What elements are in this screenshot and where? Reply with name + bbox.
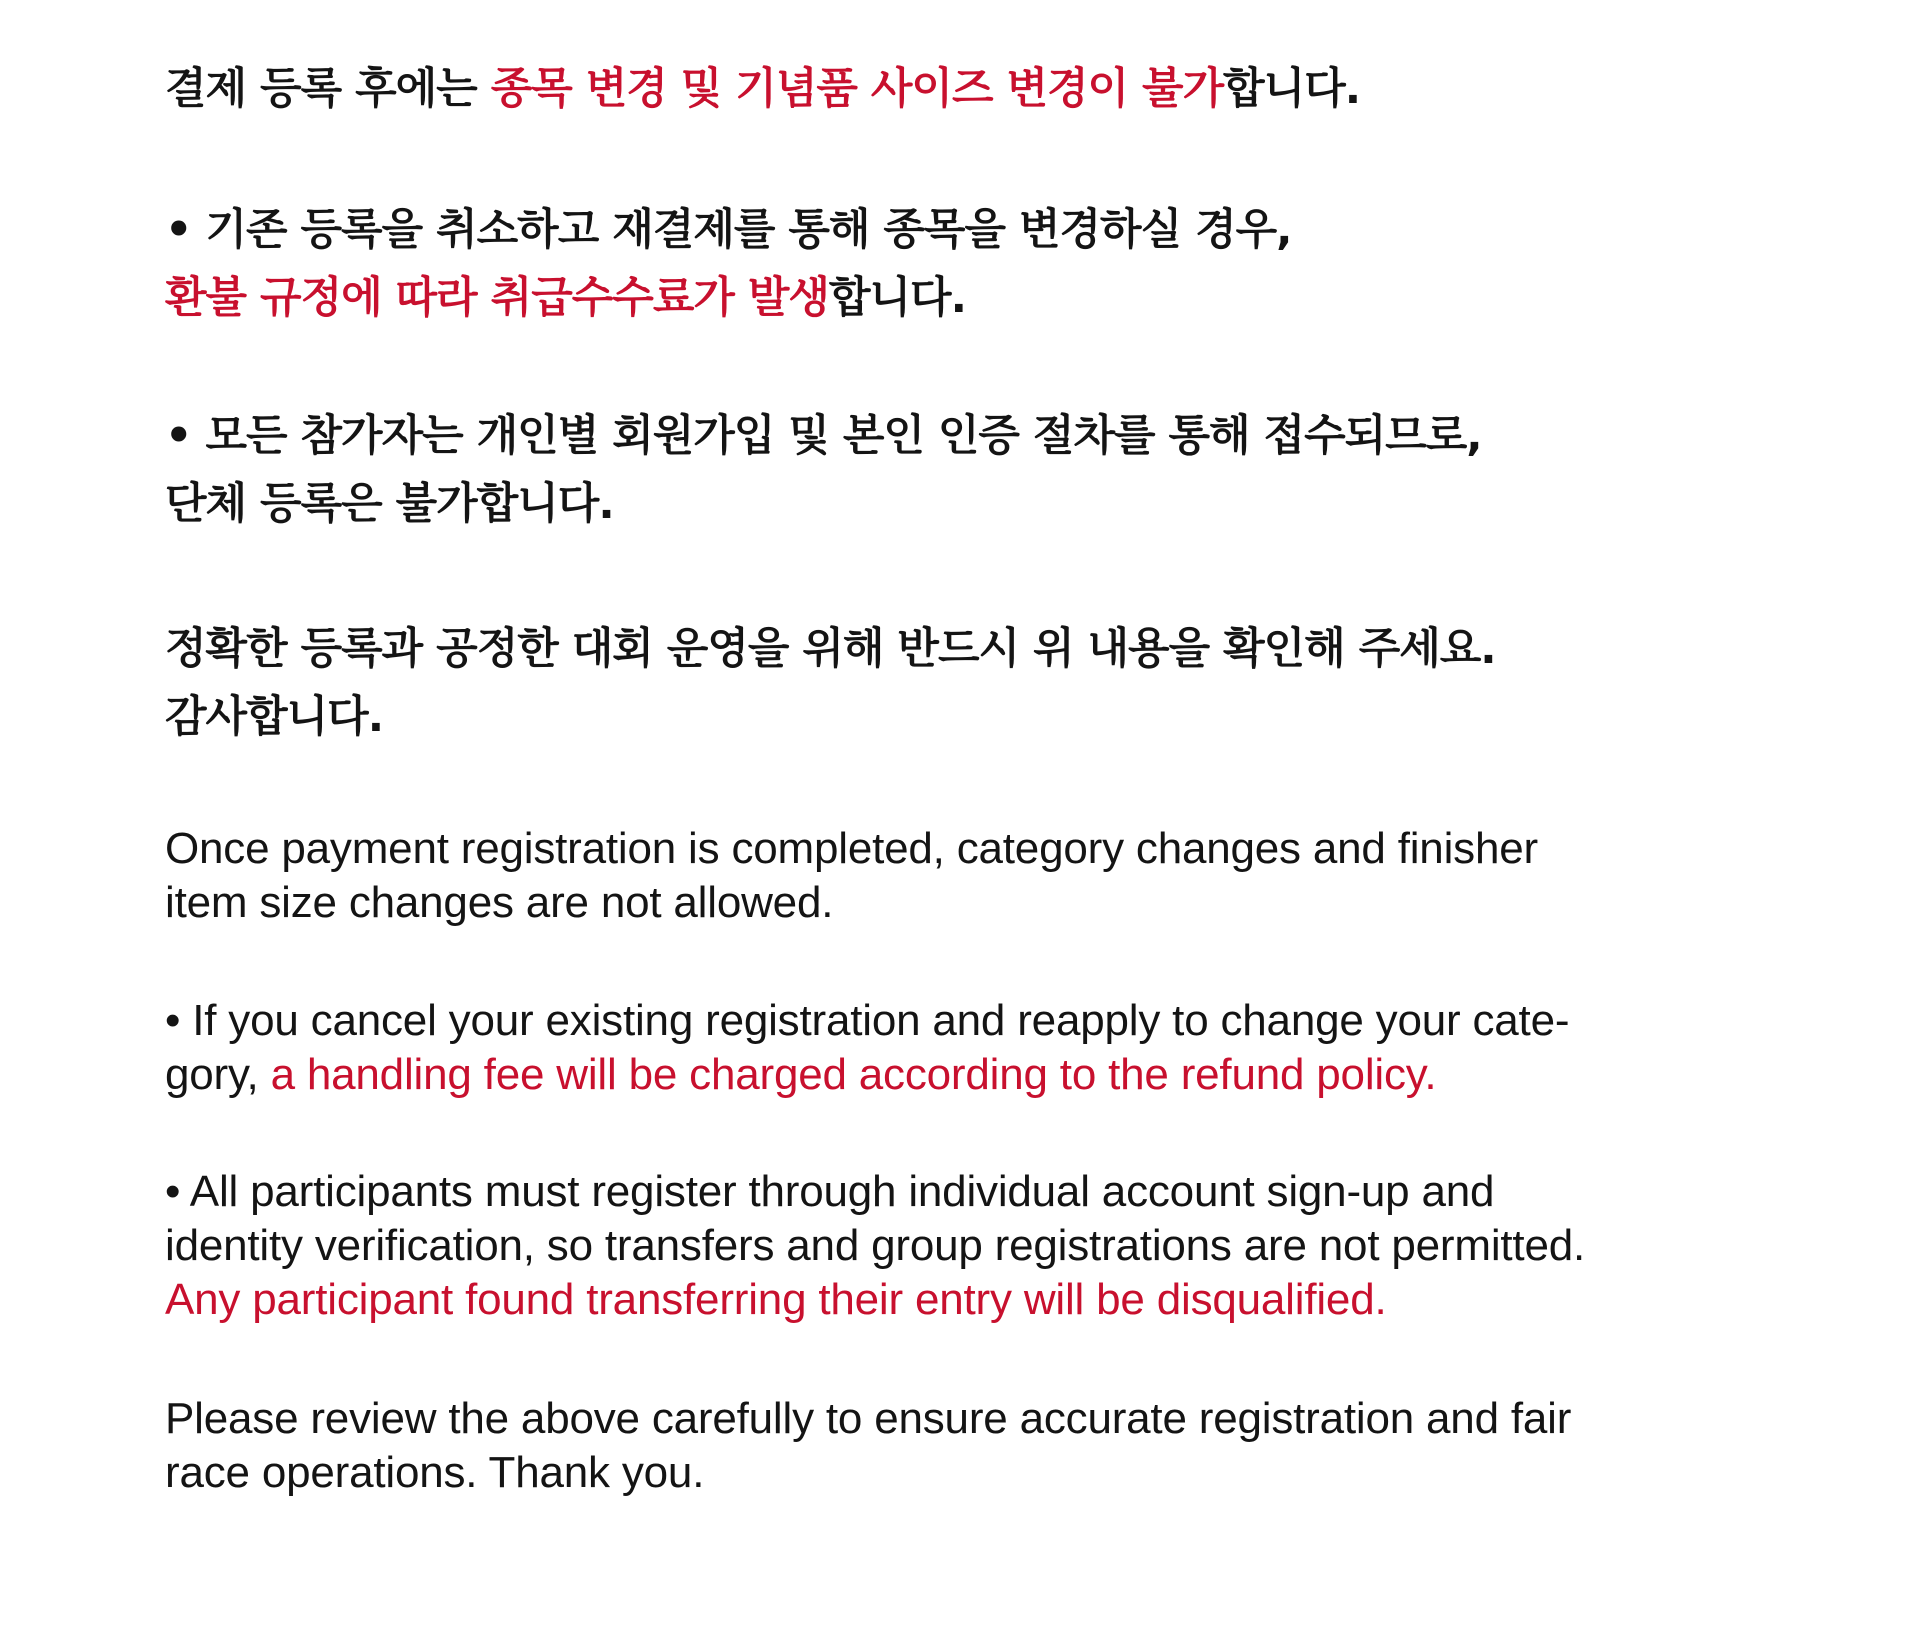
en-notice-group-registration: [165, 1165, 1585, 1327]
en-p4-line2: race operations. Thank you.: [165, 1448, 705, 1497]
ko-notice-handling-fee: [165, 196, 1292, 332]
en-p1-line2: item size changes are not allowed.: [165, 878, 834, 927]
en-notice-thanks: [165, 1392, 1571, 1500]
en-p2-highlight: a handling fee will be charged according to the refund policy.: [270, 1050, 1437, 1099]
en-notice-no-changes: [165, 822, 1538, 930]
ko-notice-no-changes: [165, 55, 1360, 123]
ko-p2-line1: • 기존 등록을 취소하고 재결제를 통해 종목을 변경하실 경우,: [165, 205, 1292, 255]
ko-p1-highlight: 종목 변경 및 기념품 사이즈 변경이 불가: [490, 64, 1224, 114]
en-p1-line1: Once payment registration is completed, category changes and finisher: [165, 824, 1538, 873]
ko-p4-line1: 정확한 등록과 공정한 대회 운영을 위해 반드시 위 내용을 확인해 주세요.: [165, 624, 1496, 674]
en-p2-line1: • If you cancel your existing registration and reapply to change your cate-: [165, 996, 1570, 1045]
ko-p4-line2: 감사합니다.: [165, 692, 384, 742]
en-p2-line2: [165, 1048, 1569, 1102]
en-p2-line2-before: gory,: [165, 1050, 271, 1099]
ko-p1-before: 결제 등록 후에는: [165, 64, 491, 114]
ko-p2-after: 합니다.: [828, 273, 966, 323]
ko-notice-thanks: [165, 615, 1496, 751]
ko-p3-line2: 단체 등록은 불가합니다.: [165, 479, 614, 529]
ko-p2-line2: [165, 264, 1292, 332]
en-p3-line2: identity verification, so transfers and group registrations are not permitted.: [165, 1221, 1586, 1270]
en-p3-highlight: Any participant found transferring their entry will be disqualified.: [165, 1275, 1387, 1324]
en-p3-line1: • All participants must register through individual account sign-up and: [165, 1167, 1495, 1216]
ko-p3-line1: • 모든 참가자는 개인별 회원가입 및 본인 인증 절차를 통해 접수되므로,: [165, 411, 1482, 461]
en-p4-line1: Please review the above carefully to ensure accurate registration and fair: [165, 1394, 1572, 1443]
ko-p2-highlight: 환불 규정에 따라 취급수수료가 발생: [165, 273, 829, 323]
ko-notice-group-registration: [165, 402, 1482, 538]
ko-p1-after: 합니다.: [1223, 64, 1361, 114]
en-notice-handling-fee: [165, 994, 1569, 1102]
